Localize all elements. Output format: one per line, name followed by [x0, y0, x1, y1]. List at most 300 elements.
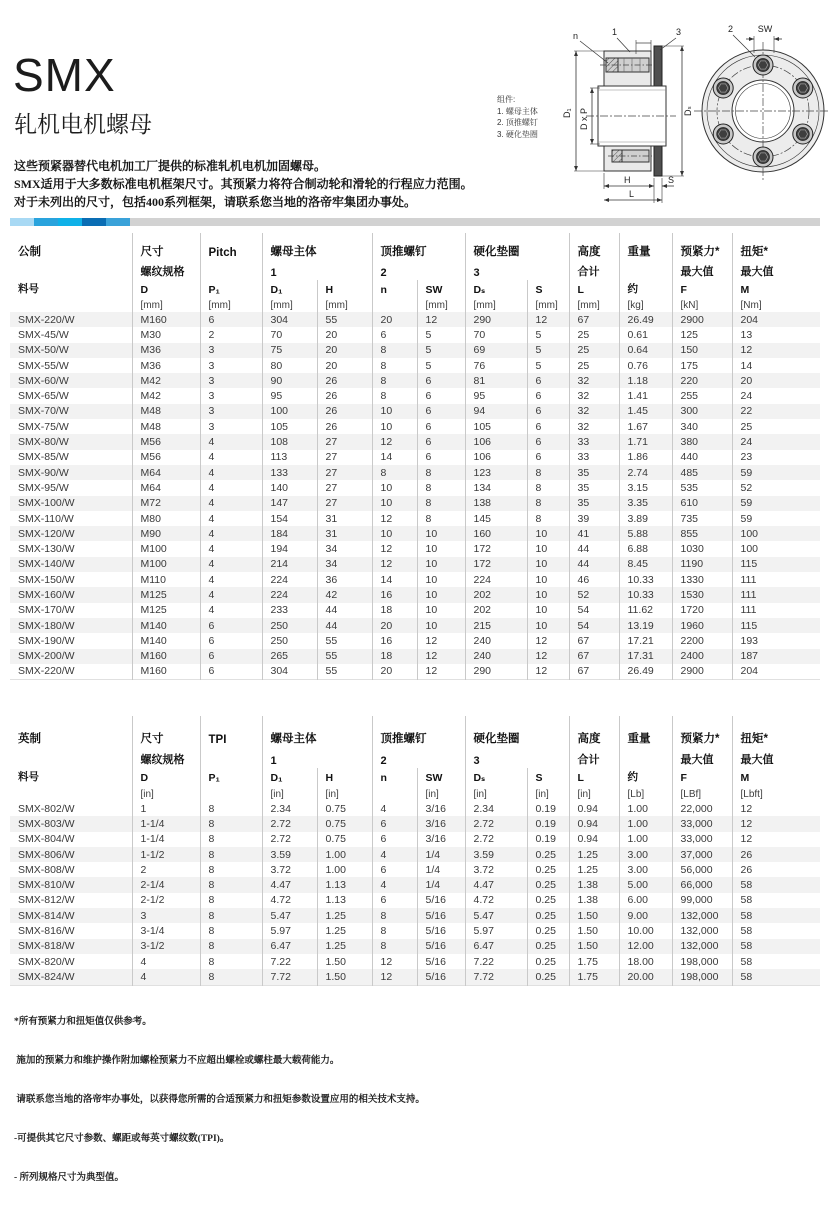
table-row [10, 618, 820, 633]
brand-color-bar [10, 218, 820, 226]
legend-item: 2. 顶推螺钉 [497, 118, 538, 127]
part-number-cell: SMX-150/W [18, 573, 75, 586]
value-cell: 3 [200, 419, 262, 434]
col-header: D [132, 280, 200, 297]
col-group-torque: 扭矩* [732, 233, 820, 260]
value-cell: M160 [132, 312, 200, 327]
value-cell: 33,000 [672, 816, 732, 831]
value-cell: 0.25 [527, 862, 569, 877]
value-cell: 6 [527, 388, 569, 403]
col-header: L [569, 280, 619, 297]
value-cell: 100 [732, 541, 820, 556]
value-cell: 1-1/4 [132, 816, 200, 831]
unit-cell: [kN] [672, 297, 732, 312]
table-row [10, 511, 820, 526]
value-cell: 4 [200, 450, 262, 465]
system-label: 英制 [18, 733, 41, 745]
value-cell: 240 [465, 633, 527, 648]
value-cell: 3 [200, 358, 262, 373]
value-cell: 66,000 [672, 877, 732, 892]
value-cell: 4 [372, 877, 417, 892]
value-cell: 5 [527, 358, 569, 373]
col-header: Dₛ [465, 768, 527, 785]
value-cell: 0.19 [527, 801, 569, 816]
value-cell: 20 [732, 373, 820, 388]
value-cell: M56 [132, 434, 200, 449]
value-cell: 14 [732, 358, 820, 373]
value-cell: 10 [417, 557, 465, 572]
footnote-line: -可提供其它尺寸参数、螺距或每英寸螺纹数(TPI)。 [14, 1134, 230, 1144]
value-cell: 10 [527, 572, 569, 587]
set-screw [753, 55, 773, 75]
imperial-table-section [10, 716, 820, 986]
value-cell: 18 [372, 603, 417, 618]
value-cell: 5/16 [417, 923, 465, 938]
value-cell: 32 [569, 388, 619, 403]
col-header: M [732, 768, 820, 785]
value-cell: 1/4 [417, 847, 465, 862]
value-cell: 6 [200, 664, 262, 680]
value-cell: 8 [372, 923, 417, 938]
value-cell: 6 [200, 649, 262, 664]
value-cell: 147 [262, 496, 317, 511]
value-cell: 6.00 [619, 893, 672, 908]
footnotes [14, 990, 425, 1211]
value-cell: 105 [262, 419, 317, 434]
value-cell: 2200 [672, 633, 732, 648]
value-cell: 1720 [672, 603, 732, 618]
metric-table-section [10, 233, 820, 680]
value-cell: 2.74 [619, 465, 672, 480]
value-cell: 27 [317, 496, 372, 511]
value-cell: 14 [372, 572, 417, 587]
value-cell: 2900 [672, 664, 732, 680]
value-cell: 198,000 [672, 954, 732, 969]
value-cell: 4.47 [262, 877, 317, 892]
value-cell: 55 [317, 649, 372, 664]
footnote-line: - 所列规格尺寸为典型值。 [14, 1173, 125, 1183]
value-cell: 2-1/4 [132, 877, 200, 892]
table-row [10, 358, 820, 373]
value-cell: 6 [527, 404, 569, 419]
value-cell: 134 [465, 480, 527, 495]
value-cell: 12 [732, 832, 820, 847]
value-cell: 44 [569, 557, 619, 572]
table-row [10, 419, 820, 434]
value-cell: 20.00 [619, 969, 672, 985]
value-cell: 10 [417, 587, 465, 602]
value-cell: M160 [132, 649, 200, 664]
intro-line: 对于未列出的尺寸，包括400系列框架，请联系您当地的洛帝牢集团办事处。 [14, 195, 417, 209]
value-cell: 6 [372, 327, 417, 342]
col-header: S [527, 280, 569, 297]
value-cell: 12 [417, 633, 465, 648]
table-row [10, 649, 820, 664]
value-cell: M64 [132, 465, 200, 480]
footnote-line: 请联系您当地的洛帝牢办事处，以获得您所需的合适预紧力和扭矩参数设置应用的相关技术支持。 [14, 1095, 425, 1105]
value-cell: 2.34 [465, 801, 527, 816]
max-label: 最大值 [672, 747, 732, 768]
value-cell: 23 [732, 450, 820, 465]
value-cell: 10.33 [619, 572, 672, 587]
value-cell: 4 [132, 954, 200, 969]
value-cell: 0.25 [527, 893, 569, 908]
table-row [10, 816, 820, 831]
value-cell: 1.50 [569, 923, 619, 938]
table-row [10, 954, 820, 969]
value-cell: 35 [569, 496, 619, 511]
metric-table [10, 233, 820, 680]
value-cell: 1190 [672, 557, 732, 572]
value-cell: 18 [372, 649, 417, 664]
col-header: P₁ [200, 768, 262, 785]
value-cell: 32 [569, 404, 619, 419]
table-row [10, 557, 820, 572]
value-cell: 12 [527, 649, 569, 664]
value-cell: 6 [417, 419, 465, 434]
value-cell: 255 [672, 388, 732, 403]
value-cell: 0.61 [619, 327, 672, 342]
value-cell: 10 [372, 419, 417, 434]
footnote-line: 施加的预紧力和维护操作附加螺栓预紧力不应超出螺栓或螺柱最大载荷能力。 [14, 1056, 340, 1066]
part-number-cell: SMX-50/W [10, 343, 132, 358]
col-group-torque: 扭矩* [732, 716, 820, 747]
nut-drawing-svg [478, 8, 828, 213]
value-cell: 10 [372, 496, 417, 511]
value-cell: 5 [527, 343, 569, 358]
value-cell: 1960 [672, 618, 732, 633]
value-cell: 10 [417, 541, 465, 556]
value-cell: 0.64 [619, 343, 672, 358]
value-cell: 8 [527, 480, 569, 495]
value-cell: 202 [465, 603, 527, 618]
value-cell: 27 [317, 480, 372, 495]
value-cell: 111 [732, 572, 820, 587]
value-cell: 10 [527, 587, 569, 602]
col-group-height: 高度 [569, 716, 619, 747]
value-cell: M125 [132, 603, 200, 618]
col-header: n [372, 280, 417, 297]
value-cell: 0.25 [527, 908, 569, 923]
value-cell: 440 [672, 450, 732, 465]
value-cell: 7.22 [262, 954, 317, 969]
column-header-row [10, 280, 820, 297]
value-cell: 304 [262, 312, 317, 327]
value-cell: 1.00 [317, 862, 372, 877]
value-cell: 187 [732, 649, 820, 664]
dim-label-dxp: D x P [579, 107, 589, 130]
part-number-cell: SMX-220/W [18, 665, 75, 678]
part-number-cell: SMX-140/W [10, 557, 132, 572]
value-cell: 290 [465, 312, 527, 327]
value-cell: 52 [732, 480, 820, 495]
part-number-cell: SMX-160/W [10, 587, 132, 602]
value-cell: 67 [569, 312, 619, 327]
col-group-size: 尺寸 [132, 716, 200, 747]
value-cell: 90 [262, 373, 317, 388]
value-cell: 6 [372, 832, 417, 847]
value-cell: 95 [262, 388, 317, 403]
value-cell: 735 [672, 511, 732, 526]
part-number-cell: SMX-60/W [10, 373, 132, 388]
value-cell: 115 [732, 557, 820, 572]
dim-label-ds: Dₛ [683, 106, 693, 116]
value-cell: 8 [200, 801, 262, 816]
value-cell: 215 [465, 618, 527, 633]
table-row [10, 832, 820, 847]
part-number-cell: SMX-90/W [10, 465, 132, 480]
value-cell: 12 [527, 664, 569, 680]
table-row [10, 434, 820, 449]
value-cell: 5/16 [417, 893, 465, 908]
value-cell: 240 [465, 649, 527, 664]
sub-header-row [10, 260, 820, 280]
value-cell: M48 [132, 404, 200, 419]
value-cell: 2900 [672, 312, 732, 327]
value-cell: 184 [262, 526, 317, 541]
value-cell: M90 [132, 526, 200, 541]
value-cell: M42 [132, 388, 200, 403]
value-cell: 115 [732, 618, 820, 633]
unit-cell: [mm] [200, 297, 262, 312]
value-cell: 10 [527, 618, 569, 633]
value-cell: 12 [372, 557, 417, 572]
value-cell: 132,000 [672, 923, 732, 938]
value-cell: 2-1/2 [132, 893, 200, 908]
table-row [10, 633, 820, 648]
value-cell: 1.50 [569, 939, 619, 954]
value-cell: 67 [569, 633, 619, 648]
col-header: 料号 [18, 771, 39, 783]
value-cell: 22 [732, 404, 820, 419]
unit-cell [10, 785, 132, 801]
value-cell: 1.18 [619, 373, 672, 388]
value-cell: 300 [672, 404, 732, 419]
value-cell: 10 [417, 603, 465, 618]
value-cell: 3.15 [619, 480, 672, 495]
value-cell: 1.00 [619, 832, 672, 847]
value-cell: 12 [372, 969, 417, 985]
value-cell: 5/16 [417, 969, 465, 985]
bar-segment [82, 218, 106, 226]
total-label: 合计 [569, 747, 619, 768]
value-cell: 8 [200, 969, 262, 985]
unit-cell: [Lb] [619, 785, 672, 801]
value-cell: M42 [132, 373, 200, 388]
value-cell: 224 [262, 572, 317, 587]
value-cell: 3/16 [417, 801, 465, 816]
value-cell: 8 [372, 908, 417, 923]
col-header: M [732, 280, 820, 297]
legend-item: 3. 硬化垫圈 [497, 129, 538, 139]
value-cell: 0.75 [317, 832, 372, 847]
value-cell: 2400 [672, 649, 732, 664]
value-cell: 3/16 [417, 832, 465, 847]
value-cell: 2 [132, 862, 200, 877]
unit-cell: [mm] [527, 297, 569, 312]
value-cell: 172 [465, 541, 527, 556]
part-number-cell: SMX-190/W [18, 634, 75, 647]
value-cell: 10 [527, 603, 569, 618]
value-cell: 13 [732, 327, 820, 342]
value-cell: 290 [465, 664, 527, 680]
value-cell: 58 [732, 939, 820, 954]
part-number-cell: SMX-75/W [18, 420, 69, 433]
value-cell: 6 [527, 419, 569, 434]
value-cell: 6 [527, 450, 569, 465]
part-number-cell: SMX-45/W [18, 328, 69, 341]
value-cell: 0.25 [527, 954, 569, 969]
col-header: F [672, 280, 732, 297]
value-cell: 95 [465, 388, 527, 403]
set-screw [753, 147, 773, 167]
value-cell: 3.00 [619, 847, 672, 862]
table-row [10, 587, 820, 602]
value-cell: 26.49 [619, 312, 672, 327]
set-screw [793, 124, 813, 144]
part-number-cell: SMX-802/W [18, 802, 75, 815]
footnote-line: *所有预紧力和扭矩值仅供参考。 [14, 1017, 152, 1027]
value-cell: 3 [200, 404, 262, 419]
value-cell: 12 [732, 343, 820, 358]
value-cell: 4 [200, 496, 262, 511]
value-cell: 33,000 [672, 832, 732, 847]
callout-3: 3 [676, 27, 682, 37]
value-cell: 99,000 [672, 893, 732, 908]
part-number-cell: SMX-120/W [10, 526, 132, 541]
value-cell: 44 [317, 603, 372, 618]
value-cell: 5 [417, 343, 465, 358]
value-cell: 5/16 [417, 908, 465, 923]
value-cell: 14 [372, 450, 417, 465]
value-cell: 535 [672, 480, 732, 495]
value-cell: 138 [465, 496, 527, 511]
col-header: D [132, 768, 200, 785]
part-number-cell: SMX-220/W [10, 312, 132, 327]
value-cell: 8 [372, 358, 417, 373]
value-cell: 4.47 [465, 877, 527, 892]
part-number-cell: SMX-806/W [10, 847, 132, 862]
value-cell: 111 [732, 603, 820, 618]
value-cell: 34 [317, 541, 372, 556]
value-cell: 26 [317, 373, 372, 388]
value-cell: 75 [262, 343, 317, 358]
value-cell: 10 [372, 480, 417, 495]
section-view [562, 27, 693, 203]
part-number-cell: SMX-803/W [10, 816, 132, 831]
col-group-preload: 预紧力* [672, 716, 732, 747]
value-cell: 0.94 [569, 801, 619, 816]
value-cell: 10 [372, 404, 417, 419]
value-cell: 56,000 [672, 862, 732, 877]
value-cell: 58 [732, 908, 820, 923]
table-row [10, 939, 820, 954]
value-cell: 4 [200, 603, 262, 618]
value-cell: 198,000 [672, 969, 732, 985]
value-cell: 12 [527, 633, 569, 648]
value-cell: 67 [569, 664, 619, 680]
value-cell: 16 [372, 587, 417, 602]
value-cell: 5.47 [262, 908, 317, 923]
value-cell: 8 [200, 908, 262, 923]
value-cell: 59 [732, 465, 820, 480]
value-cell: 380 [672, 434, 732, 449]
value-cell: 12 [372, 541, 417, 556]
item-number-2: 2 [372, 260, 465, 280]
value-cell: 8 [372, 388, 417, 403]
value-cell: 3 [132, 908, 200, 923]
callout-n: n [573, 31, 579, 41]
value-cell: 36 [317, 572, 372, 587]
value-cell: 8 [200, 923, 262, 938]
value-cell: 6.88 [619, 541, 672, 556]
part-number-cell: SMX-100/W [10, 496, 132, 511]
value-cell: 7.72 [465, 969, 527, 985]
value-cell: 105 [465, 419, 527, 434]
value-cell: 26.49 [619, 664, 672, 680]
value-cell: 25 [569, 358, 619, 373]
unit-cell: [mm] [132, 297, 200, 312]
value-cell: M72 [132, 496, 200, 511]
value-cell: 6 [372, 816, 417, 831]
value-cell: M80 [132, 511, 200, 526]
value-cell: 214 [262, 557, 317, 572]
value-cell: 10 [417, 572, 465, 587]
value-cell: 1.67 [619, 419, 672, 434]
value-cell: M140 [132, 618, 200, 633]
part-number-cell: SMX-85/W [18, 451, 69, 464]
value-cell: 4 [200, 587, 262, 602]
part-number-cell: SMX-80/W [10, 434, 132, 449]
value-cell: 69 [465, 343, 527, 358]
value-cell: 26 [317, 388, 372, 403]
value-cell: 94 [465, 404, 527, 419]
value-cell: 10.33 [619, 587, 672, 602]
col-header: H [317, 768, 372, 785]
value-cell: 0.25 [527, 969, 569, 985]
table-row [10, 908, 820, 923]
value-cell: M36 [132, 358, 200, 373]
value-cell: 12.00 [619, 939, 672, 954]
value-cell: 111 [732, 587, 820, 602]
value-cell: 175 [672, 358, 732, 373]
value-cell: M100 [132, 557, 200, 572]
value-cell: 8 [200, 832, 262, 847]
value-cell: 100 [262, 404, 317, 419]
table-row [10, 862, 820, 877]
dim-label-s: S [668, 175, 675, 185]
col-group-tpi: TPI [200, 716, 262, 747]
value-cell: 194 [262, 541, 317, 556]
page-subtitle: 轧机电机螺母 [14, 111, 152, 137]
thread-spec-label: 螺纹规格 [132, 747, 200, 768]
value-cell: 1.00 [619, 816, 672, 831]
value-cell: 1.25 [569, 847, 619, 862]
table-row [10, 373, 820, 388]
value-cell: 33 [569, 450, 619, 465]
value-cell: 140 [262, 480, 317, 495]
table-row [10, 801, 820, 816]
part-number-cell: SMX-812/W [18, 894, 75, 907]
face-view [694, 24, 830, 180]
value-cell: 6 [417, 404, 465, 419]
part-number-cell: SMX-180/W [10, 618, 132, 633]
value-cell: 1330 [672, 572, 732, 587]
value-cell: 8.45 [619, 557, 672, 572]
value-cell: 250 [262, 618, 317, 633]
value-cell: 3.35 [619, 496, 672, 511]
unit-cell: [in] [262, 785, 317, 801]
